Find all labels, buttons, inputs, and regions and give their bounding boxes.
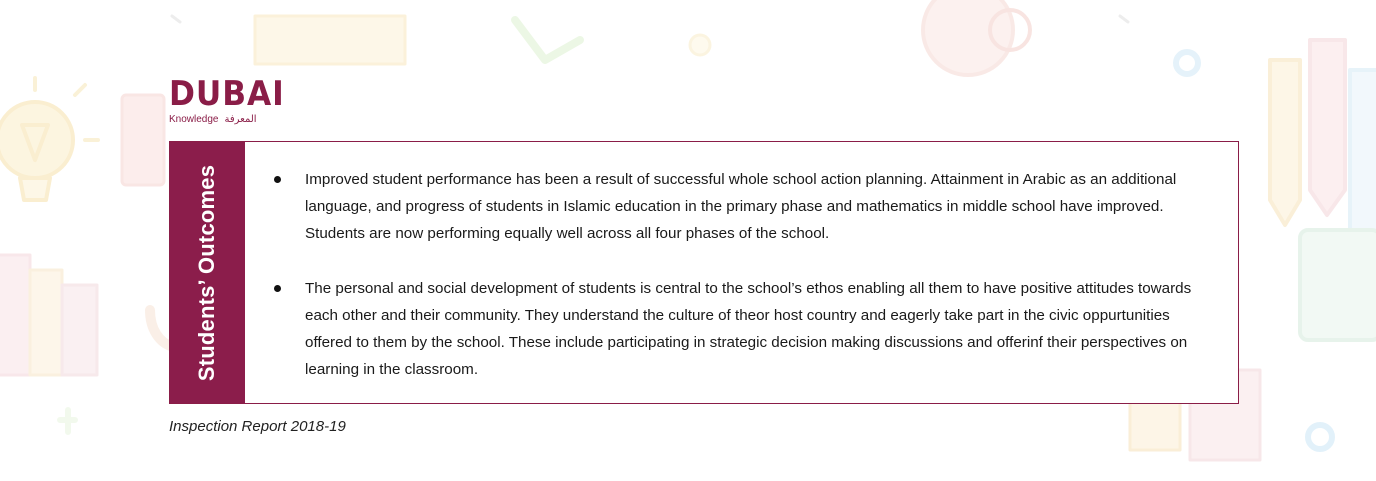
logo-subtitle bbox=[169, 114, 279, 125]
bullet-list bbox=[274, 166, 1214, 383]
bullet-dot-icon bbox=[274, 176, 281, 183]
logo-subtitle-ar: المعرفة bbox=[224, 114, 257, 125]
lightbulb-doodle-icon bbox=[0, 78, 98, 200]
dubai-knowledge-logo bbox=[169, 74, 285, 129]
bullet-item bbox=[274, 275, 1214, 383]
bullet-text: The personal and social development of students is central to the school’s ethos enabling all them to have positive attitudes towards each other and their community. They understand the culture of theor host country and eagerly take part in the civic oppurtunities offered to them by the school. These include participating in strategic decision making discussions and offerinf their perspectives on learning in the classroom. bbox=[305, 280, 1192, 378]
logo-subtitle-en: Knowledge bbox=[169, 114, 219, 125]
logo-wordmark: DUBAI bbox=[169, 74, 285, 114]
side-title: Students’ Outcomes bbox=[194, 164, 220, 381]
book-doodle-icon bbox=[0, 95, 164, 375]
footer-caption: Inspection Report 2018-19 bbox=[169, 418, 346, 435]
bullet-text: Improved student performance has been a result of successful whole school action planning. Attainment in Arabic as an additional language, and progress of students in Islamic education in the primary phase and mathematics in middle school have improved. Students are now performing equally well across all four phases of the school. bbox=[305, 171, 1177, 242]
bullet-item bbox=[274, 166, 1214, 247]
side-title-tab bbox=[170, 142, 245, 403]
top-doodles bbox=[172, 0, 1198, 75]
bullet-dot-icon bbox=[274, 285, 281, 292]
students-outcomes-panel bbox=[169, 141, 1239, 404]
